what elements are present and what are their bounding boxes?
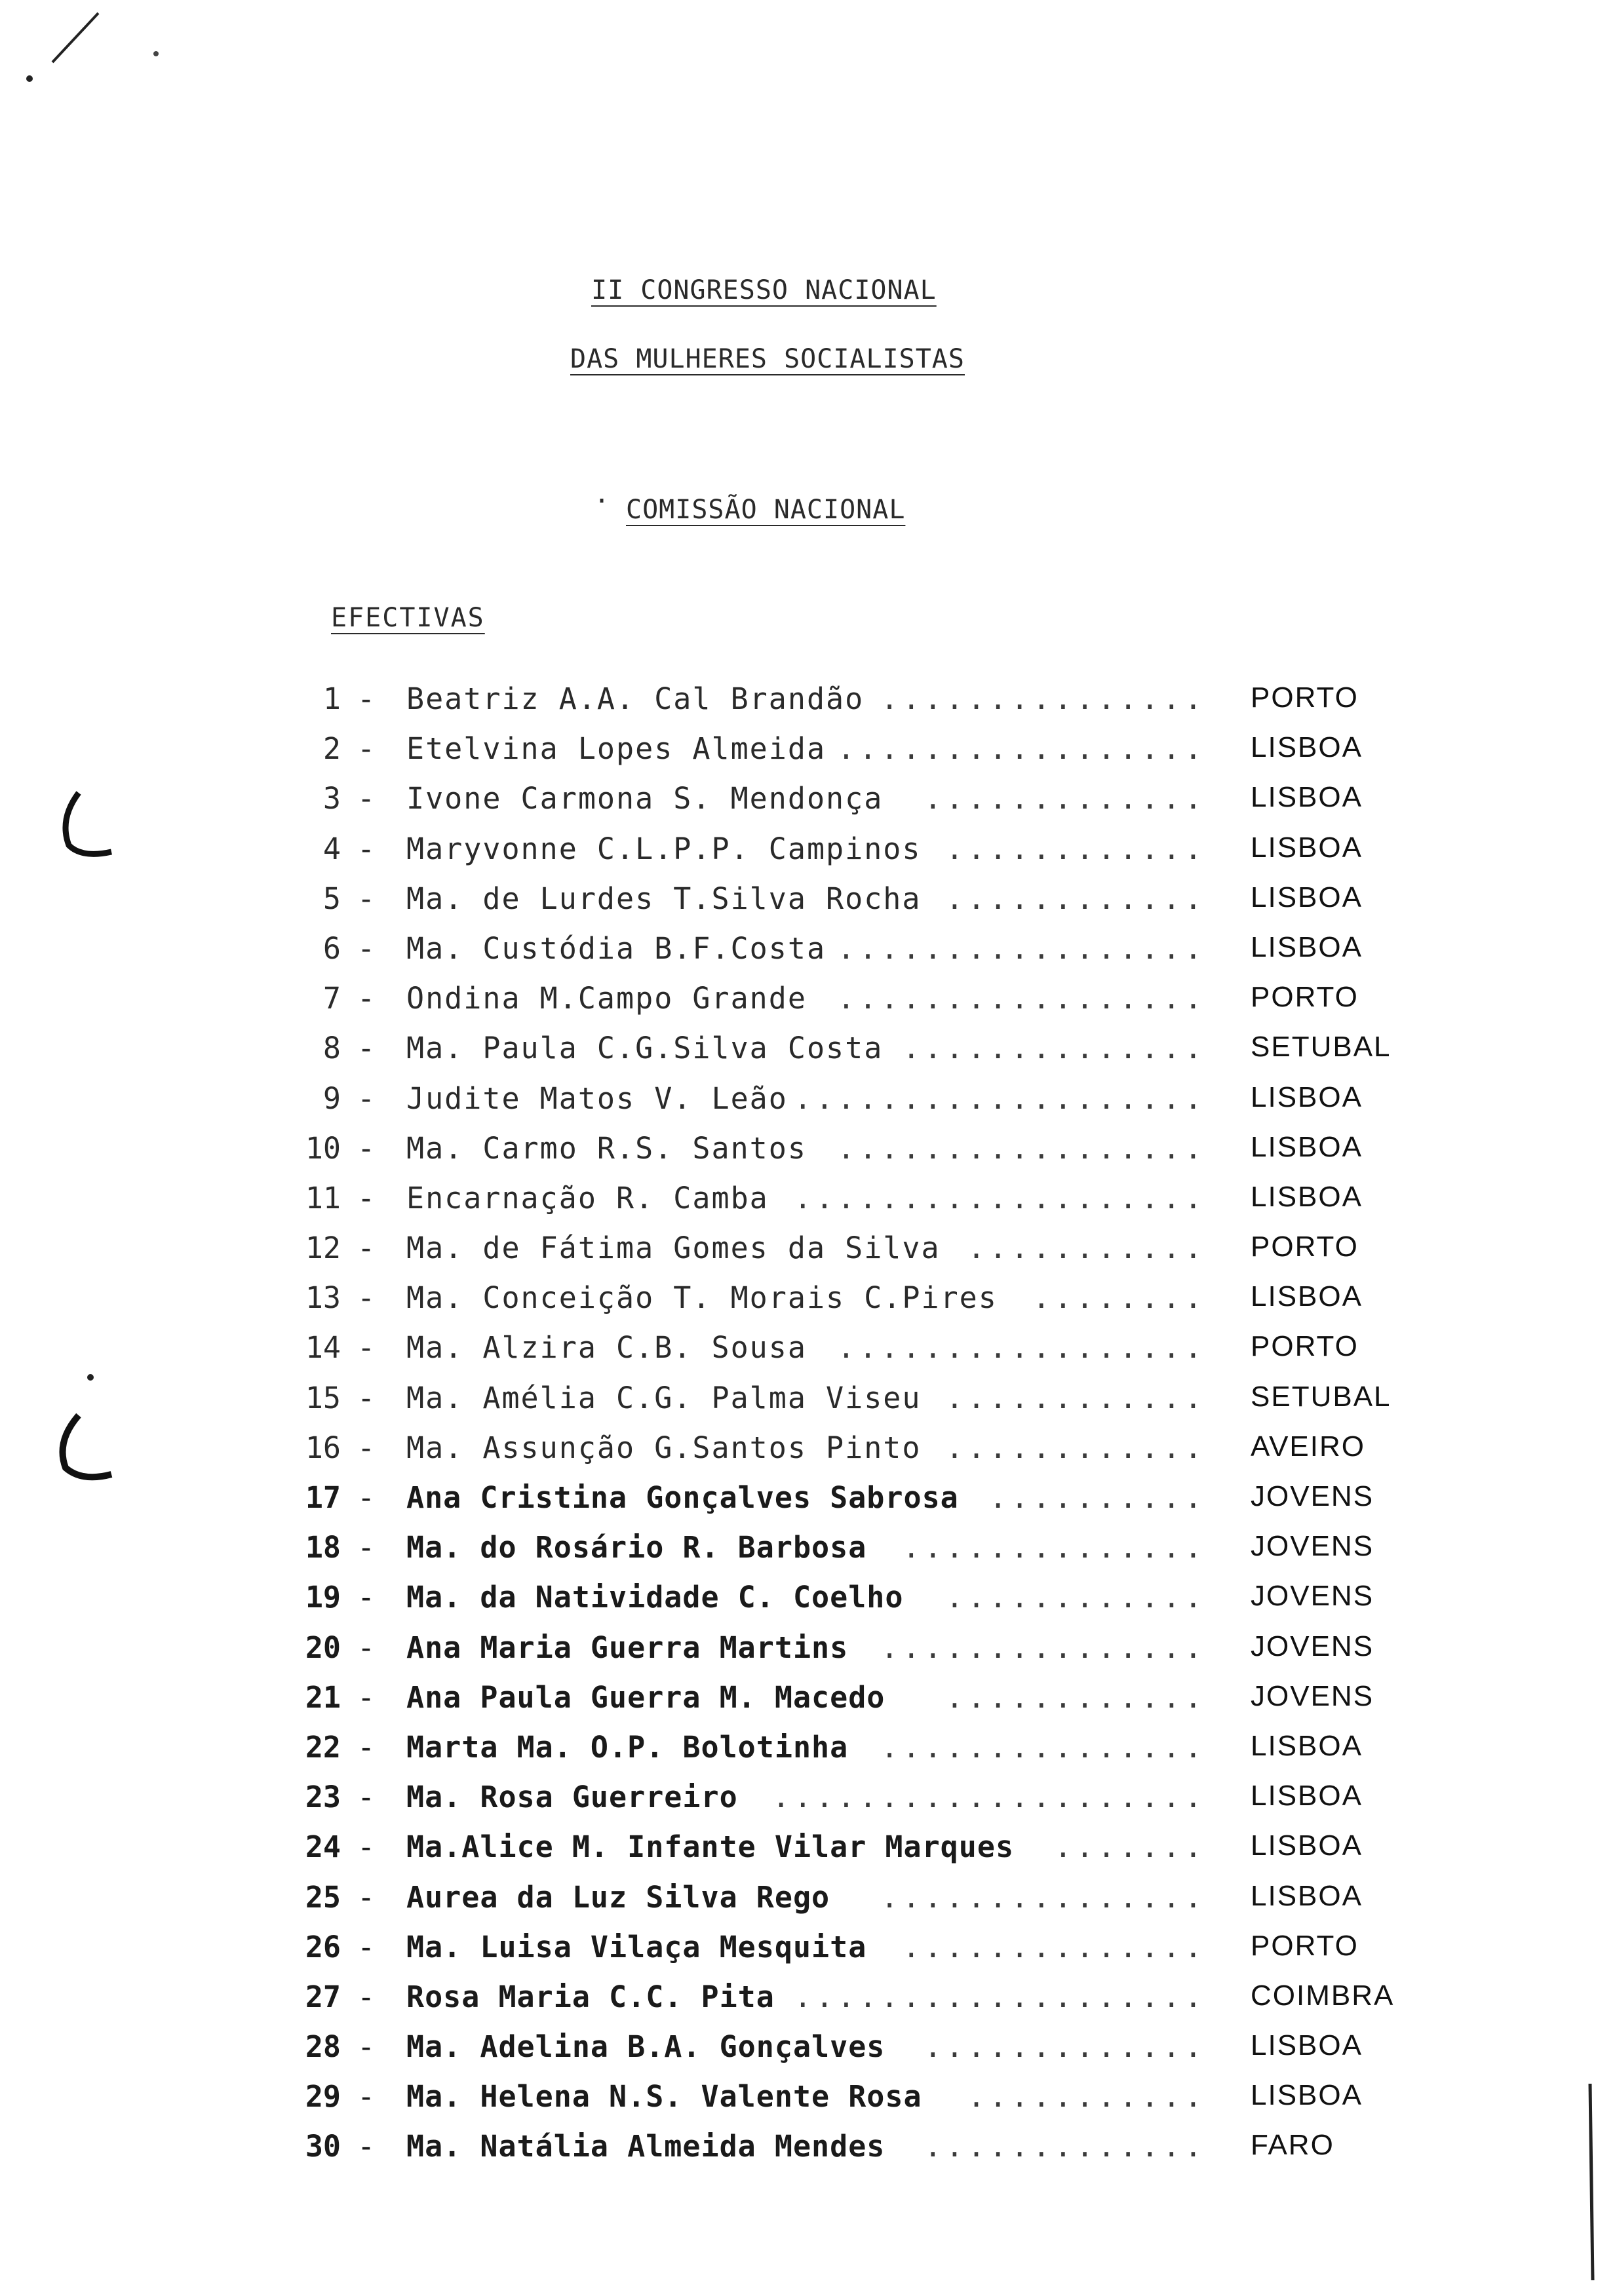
member-name: Ana Cristina Gonçalves Sabrosa	[406, 1480, 959, 1515]
congress-title-line1: II CONGRESSO NACIONAL	[591, 275, 937, 305]
member-number: 28	[305, 2029, 341, 2065]
member-district: LISBOA	[1251, 2079, 1363, 2112]
member-row	[295, 1530, 1422, 1580]
member-number: 19	[305, 1580, 341, 1615]
member-name: Ana Paula Guerra M. Macedo	[406, 1679, 885, 1715]
member-name: Ma. Rosa Guerreiro	[406, 1780, 738, 1815]
member-number: 13	[305, 1280, 341, 1316]
member-number: 26	[305, 1929, 341, 1964]
member-dash: -	[357, 981, 376, 1016]
leader-dots: .................	[837, 930, 1206, 966]
member-district: AVEIRO	[1251, 1430, 1366, 1463]
leader-dots: .............	[924, 2029, 1206, 2065]
member-row	[295, 931, 1422, 981]
member-district: PORTO	[1251, 1330, 1359, 1363]
member-dash: -	[357, 1679, 376, 1715]
member-name: Ma. da Natividade C. Coelho	[406, 1580, 904, 1615]
member-row	[295, 1580, 1422, 1630]
member-row	[295, 2029, 1422, 2079]
member-row	[295, 731, 1422, 781]
member-dash: -	[357, 2079, 376, 2114]
member-row	[295, 1880, 1422, 1930]
member-dash: -	[357, 1330, 376, 1366]
member-number: 22	[305, 1729, 341, 1765]
member-row	[295, 1980, 1422, 2029]
member-name: Ma. de Fátima Gomes da Silva	[406, 1231, 941, 1266]
leader-dots: .................	[837, 1330, 1206, 1366]
member-row	[295, 1829, 1422, 1879]
member-number: 2	[322, 731, 341, 767]
member-dash: -	[357, 2129, 376, 2164]
leader-dots: ...............	[880, 1879, 1206, 1915]
leader-dots: ...........	[967, 1231, 1206, 1266]
member-number: 15	[305, 1380, 341, 1415]
member-name: Ma. do Rosário R. Barbosa	[406, 1530, 867, 1565]
member-name: Aurea da Luz Silva Rego	[406, 1879, 830, 1915]
leader-dots: ..........	[989, 1480, 1206, 1515]
leader-dots: ...............	[880, 1729, 1206, 1765]
member-number: 30	[305, 2129, 341, 2164]
member-district: JOVENS	[1251, 1480, 1374, 1512]
member-dash: -	[357, 1580, 376, 1615]
member-district: LISBOA	[1251, 1879, 1363, 1912]
member-district: PORTO	[1251, 681, 1359, 714]
member-district: JOVENS	[1251, 1580, 1374, 1613]
leader-dots: ............	[945, 1679, 1206, 1715]
member-name: Etelvina Lopes Almeida	[406, 731, 827, 767]
member-dash: -	[357, 2029, 376, 2065]
member-dash: -	[357, 1879, 376, 1915]
leader-dots: ............	[945, 1580, 1206, 1615]
member-name: Ondina M.Campo Grande	[406, 981, 807, 1016]
leader-dots: ..............	[902, 1031, 1206, 1066]
member-row	[295, 1031, 1422, 1081]
leader-dots: ............	[945, 831, 1206, 866]
member-name: Beatriz A.A. Cal Brandão	[406, 681, 865, 716]
member-number: 6	[322, 930, 341, 966]
member-dash: -	[357, 1180, 376, 1215]
leader-dots: ...................	[794, 1180, 1206, 1215]
leader-dots: .............	[924, 2129, 1206, 2164]
member-dash: -	[357, 781, 376, 816]
member-district: LISBOA	[1251, 930, 1363, 963]
leader-dots: ...............	[880, 681, 1206, 716]
section-heading: EFECTIVAS	[331, 603, 485, 633]
leader-dots: ...............	[880, 1630, 1206, 1665]
member-dash: -	[357, 1031, 376, 1066]
leader-dots: .................	[837, 1130, 1206, 1166]
member-name: Ana Maria Guerra Martins	[406, 1630, 849, 1665]
member-name: Ma. Assunção G.Santos Pinto	[406, 1430, 922, 1465]
member-name: Ma. Custódia B.F.Costa	[406, 930, 827, 966]
member-number: 29	[305, 2079, 341, 2114]
member-dash: -	[357, 1231, 376, 1266]
leader-dots: ............	[945, 1430, 1206, 1465]
member-name: Ma. Helena N.S. Valente Rosa	[406, 2079, 922, 2114]
member-row	[295, 1231, 1422, 1280]
member-dash: -	[357, 1780, 376, 1815]
member-number: 24	[305, 1829, 341, 1865]
member-number: 12	[305, 1231, 341, 1266]
member-name: Ma. Adelina B.A. Gonçalves	[406, 2029, 885, 2065]
member-number: 21	[305, 1679, 341, 1715]
member-row	[295, 1131, 1422, 1181]
member-district: LISBOA	[1251, 1180, 1363, 1213]
member-name: Rosa Maria C.C. Pita	[406, 1979, 775, 2014]
member-district: LISBOA	[1251, 2029, 1363, 2062]
member-list	[295, 681, 1422, 2179]
member-number: 27	[305, 1979, 341, 2014]
member-number: 17	[305, 1480, 341, 1515]
member-district: LISBOA	[1251, 1729, 1363, 1762]
member-number: 25	[305, 1879, 341, 1915]
member-dash: -	[357, 1530, 376, 1565]
member-row	[295, 2129, 1422, 2179]
member-row	[295, 881, 1422, 931]
member-dash: -	[357, 881, 376, 916]
member-district: SETUBAL	[1251, 1380, 1391, 1413]
member-name: Ma. Natália Almeida Mendes	[406, 2129, 885, 2164]
member-district: LISBOA	[1251, 881, 1363, 913]
member-row	[295, 2079, 1422, 2129]
member-district: PORTO	[1251, 1231, 1359, 1263]
member-row	[295, 1630, 1422, 1680]
member-dash: -	[357, 1829, 376, 1865]
member-name: Ma. de Lurdes T.Silva Rocha	[406, 881, 922, 916]
member-name: Maryvonne C.L.P.P. Campinos	[406, 831, 922, 866]
member-dash: -	[357, 1430, 376, 1465]
member-name: Ma. Carmo R.S. Santos	[406, 1130, 807, 1166]
member-number: 18	[305, 1530, 341, 1565]
member-district: LISBOA	[1251, 1081, 1363, 1113]
member-district: PORTO	[1251, 981, 1359, 1014]
leader-dots: ............	[945, 881, 1206, 916]
member-row	[295, 1330, 1422, 1380]
member-district: SETUBAL	[1251, 1031, 1391, 1063]
member-name: Ma.Alice M. Infante Vilar Marques	[406, 1829, 1015, 1865]
member-row	[295, 1930, 1422, 1980]
member-number: 9	[322, 1081, 341, 1116]
member-name: Ma. Luisa Vilaça Mesquita	[406, 1929, 867, 1964]
member-number: 1	[322, 681, 341, 716]
member-district: FARO	[1251, 2129, 1334, 2162]
member-district: PORTO	[1251, 1929, 1359, 1962]
leader-dots: ...................	[794, 1081, 1206, 1116]
member-district: LISBOA	[1251, 1829, 1363, 1862]
leader-dots: ..............	[902, 1929, 1206, 1964]
member-number: 4	[322, 831, 341, 866]
member-name: Ma. Alzira C.B. Sousa	[406, 1330, 807, 1366]
member-district: LISBOA	[1251, 831, 1363, 864]
member-row	[295, 681, 1422, 731]
member-number: 7	[322, 981, 341, 1016]
member-row	[295, 1381, 1422, 1430]
member-row	[295, 1081, 1422, 1131]
member-row	[295, 1680, 1422, 1730]
member-name: Ma. Paula C.G.Silva Costa	[406, 1031, 884, 1066]
member-number: 8	[322, 1031, 341, 1066]
bullet-mark: ·	[594, 486, 610, 516]
commission-title: COMISSÃO NACIONAL	[626, 495, 906, 525]
member-row	[295, 1430, 1422, 1480]
member-name: Encarnação R. Camba	[406, 1180, 769, 1215]
member-row	[295, 1280, 1422, 1330]
leader-dots: .......	[1054, 1829, 1206, 1865]
member-dash: -	[357, 1130, 376, 1166]
member-dash: -	[357, 1380, 376, 1415]
leader-dots: ...........	[967, 2079, 1206, 2114]
member-dash: -	[357, 1729, 376, 1765]
member-district: COIMBRA	[1251, 1979, 1395, 2012]
leader-dots: ...................	[794, 1979, 1206, 2014]
member-district: JOVENS	[1251, 1530, 1374, 1563]
member-row	[295, 1480, 1422, 1530]
member-dash: -	[357, 1630, 376, 1665]
member-dash: -	[357, 681, 376, 716]
member-row	[295, 781, 1422, 831]
member-district: LISBOA	[1251, 1280, 1363, 1313]
member-dash: -	[357, 1480, 376, 1515]
leader-dots: ....................	[772, 1780, 1206, 1815]
member-district: JOVENS	[1251, 1679, 1374, 1712]
leader-dots: ............	[945, 1380, 1206, 1415]
member-number: 10	[305, 1130, 341, 1166]
member-number: 20	[305, 1630, 341, 1665]
member-name: Ivone Carmona S. Mendonça	[406, 781, 884, 816]
member-number: 16	[305, 1430, 341, 1465]
leader-dots: ........	[1032, 1280, 1206, 1316]
member-dash: -	[357, 1081, 376, 1116]
member-dash: -	[357, 930, 376, 966]
member-number: 14	[305, 1330, 341, 1366]
member-name: Ma. Conceição T. Morais C.Pires	[406, 1280, 998, 1316]
member-dash: -	[357, 1280, 376, 1316]
member-number: 23	[305, 1780, 341, 1815]
member-name: Marta Ma. O.P. Bolotinha	[406, 1729, 849, 1765]
member-dash: -	[357, 1979, 376, 2014]
member-name: Ma. Amélia C.G. Palma Viseu	[406, 1380, 922, 1415]
member-row	[295, 1780, 1422, 1829]
member-district: JOVENS	[1251, 1630, 1374, 1662]
congress-title-line2: DAS MULHERES SOCIALISTAS	[570, 344, 965, 374]
member-number: 5	[322, 881, 341, 916]
member-row	[295, 981, 1422, 1031]
member-row	[295, 1181, 1422, 1231]
member-district: LISBOA	[1251, 1130, 1363, 1163]
leader-dots: .................	[837, 981, 1206, 1016]
member-district: LISBOA	[1251, 731, 1363, 764]
member-dash: -	[357, 731, 376, 767]
member-dash: -	[357, 1929, 376, 1964]
member-number: 11	[305, 1180, 341, 1215]
member-district: LISBOA	[1251, 781, 1363, 814]
member-dash: -	[357, 831, 376, 866]
leader-dots: .............	[924, 781, 1206, 816]
leader-dots: ..............	[902, 1530, 1206, 1565]
member-row	[295, 1730, 1422, 1780]
member-number: 3	[322, 781, 341, 816]
member-district: LISBOA	[1251, 1780, 1363, 1812]
member-row	[295, 832, 1422, 881]
member-name: Judite Matos V. Leão	[406, 1081, 788, 1116]
leader-dots: .................	[837, 731, 1206, 767]
